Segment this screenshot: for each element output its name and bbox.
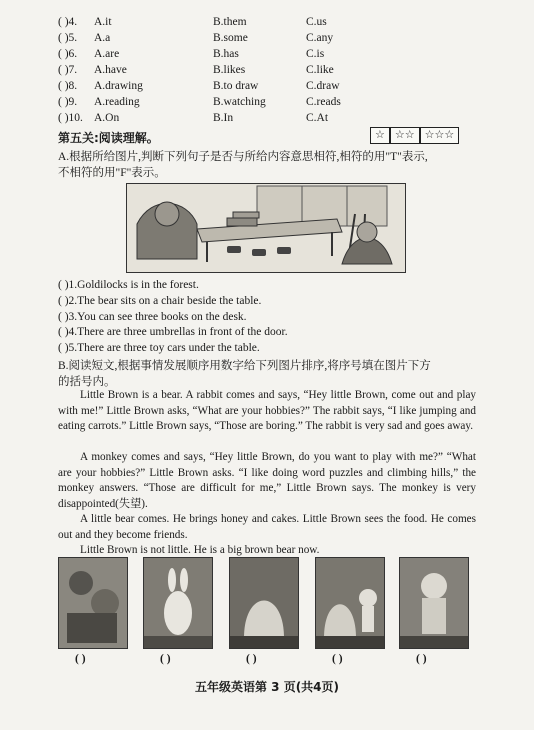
option-a: A.a bbox=[94, 32, 111, 44]
answer-blank[interactable]: ( )7. bbox=[58, 64, 78, 76]
difficulty-stars bbox=[370, 127, 459, 144]
story-picture-3 bbox=[229, 557, 299, 649]
option-c: C.like bbox=[306, 64, 334, 76]
answer-slot[interactable]: ( ) bbox=[75, 653, 86, 665]
story-picture-1 bbox=[58, 557, 128, 649]
star-icon: ☆☆☆ bbox=[420, 127, 460, 144]
option-c: C.reads bbox=[306, 96, 341, 108]
mc-row bbox=[58, 32, 498, 48]
bear-and-monkey-drawing bbox=[59, 558, 127, 648]
option-a: A.On bbox=[94, 112, 120, 124]
option-b: B.some bbox=[213, 32, 248, 44]
story-picture-4 bbox=[315, 557, 385, 649]
option-a: A.drawing bbox=[94, 80, 143, 92]
story-picture-5 bbox=[399, 557, 469, 649]
passage-paragraph-4: Little Brown is not little. He is a big brown bear now. bbox=[80, 544, 320, 556]
answer-blank[interactable]: ( )8. bbox=[58, 80, 78, 92]
room-scene-drawing bbox=[127, 184, 405, 272]
page-footer: 五年级英语第 3 页(共4页) bbox=[194, 680, 340, 694]
answer-slot[interactable]: ( ) bbox=[246, 653, 257, 665]
answer-blank[interactable]: ( )9. bbox=[58, 96, 78, 108]
part-a-instruction-cont: 不相符的用"F"表示。 bbox=[58, 167, 166, 179]
answer-blank[interactable]: ( )6. bbox=[58, 48, 78, 60]
option-b: B.In bbox=[213, 112, 234, 124]
tf-item: ( )3.You can see three books on the desk. bbox=[58, 311, 247, 323]
option-b: B.likes bbox=[213, 64, 246, 76]
option-b: B.them bbox=[213, 16, 247, 28]
passage-paragraph-3: A little bear comes. He brings honey and cakes. Little Brown sees the food. He comes out and they become friends. bbox=[58, 513, 476, 541]
option-c: C.is bbox=[306, 48, 325, 60]
monkey-at-cave-drawing bbox=[316, 558, 384, 648]
room-illustration bbox=[126, 183, 406, 273]
mc-row bbox=[58, 48, 498, 64]
tf-item: ( )4.There are three umbrellas in front of the door. bbox=[58, 326, 288, 338]
cave-drawing bbox=[230, 558, 298, 648]
part-b-instruction-cont: 的括号内。 bbox=[58, 376, 116, 388]
option-b: B.to draw bbox=[213, 80, 259, 92]
passage-paragraph-2: A monkey comes and says, “Hey little Brown, do you want to play with me?” “What are your hobbies?” Little Brown asks. “I like doing word puzzles and climbing hills,” the monkey answers. “Those are difficult for me,” Little Brown says. The monkey is very disappointed(失望). bbox=[58, 451, 476, 510]
mc-row bbox=[58, 16, 498, 32]
tf-item: ( )2.The bear sits on a chair beside the table. bbox=[58, 295, 262, 307]
bear-with-honey-drawing bbox=[400, 558, 468, 648]
option-b: B.watching bbox=[213, 96, 266, 108]
option-a: A.are bbox=[94, 48, 120, 60]
answer-blank[interactable]: ( )4. bbox=[58, 16, 78, 28]
option-a: A.have bbox=[94, 64, 127, 76]
mc-row bbox=[58, 80, 498, 96]
section-title: 第五关:阅读理解。 bbox=[58, 131, 159, 145]
star-icon: ☆ bbox=[370, 127, 390, 144]
option-c: C.draw bbox=[306, 80, 340, 92]
option-a: A.it bbox=[94, 16, 112, 28]
passage-paragraph-1: Little Brown is a bear. A rabbit comes and says, “Hey little Brown, come out and play with me!” Little Brown asks, “What are your hobbies?” The rabbit says, “I like jumping and eating carrots.” Little Brown says, “Those are boring.” The rabbit is very sad and goes away. bbox=[58, 389, 476, 432]
part-b-instruction: B.阅读短文,根据事情发展顺序用数字给下列图片排序,将序号填在图片下方 bbox=[58, 360, 431, 372]
tf-item: ( )5.There are three toy cars under the table. bbox=[58, 342, 260, 354]
story-picture-2 bbox=[143, 557, 213, 649]
option-b: B.has bbox=[213, 48, 239, 60]
answer-slot[interactable]: ( ) bbox=[416, 653, 427, 665]
mc-row bbox=[58, 96, 498, 112]
option-a: A.reading bbox=[94, 96, 140, 108]
part-a-instruction: A.根据所给图片,判断下列句子是否与所给内容意思相符,相符的用"T"表示, bbox=[58, 151, 428, 163]
answer-blank[interactable]: ( )5. bbox=[58, 32, 78, 44]
answer-slot[interactable]: ( ) bbox=[160, 653, 171, 665]
answer-blank[interactable]: ( )10. bbox=[58, 112, 83, 124]
option-c: C.any bbox=[306, 32, 334, 44]
mc-row bbox=[58, 64, 498, 80]
option-c: C.us bbox=[306, 16, 327, 28]
tf-item: ( )1.Goldilocks is in the forest. bbox=[58, 279, 199, 291]
mc-row bbox=[58, 112, 498, 128]
option-c: C.At bbox=[306, 112, 329, 124]
star-icon: ☆☆ bbox=[390, 127, 420, 144]
answer-slot[interactable]: ( ) bbox=[332, 653, 343, 665]
rabbit-drawing bbox=[144, 558, 212, 648]
